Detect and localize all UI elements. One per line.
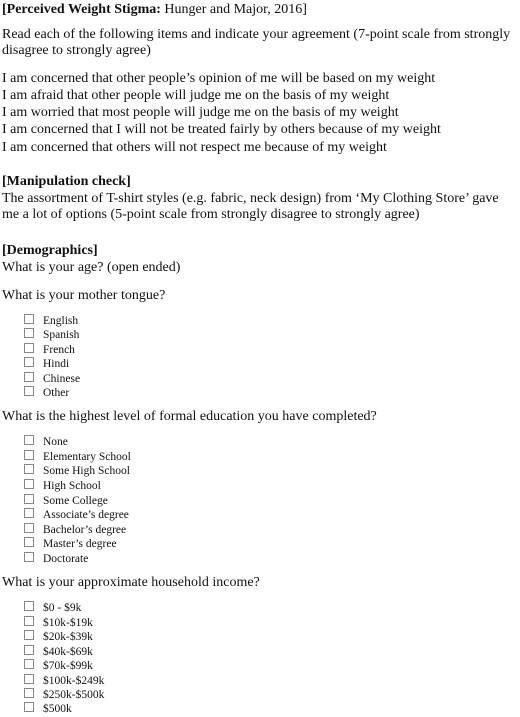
tongue-question: What is your mother tongue? <box>2 288 166 303</box>
education-option[interactable]: Bachelor’s degree <box>24 523 126 537</box>
demographics-heading-text: [Demographics] <box>2 243 98 258</box>
stigma-item: I am afraid that other people will judge me on the basis of my weight <box>2 88 390 103</box>
income-option[interactable]: $10k-$19k <box>24 616 93 630</box>
tongue-option[interactable]: French <box>24 343 75 357</box>
checkbox-icon[interactable] <box>24 479 34 489</box>
checkbox-icon[interactable] <box>24 494 34 504</box>
checkbox-icon[interactable] <box>24 552 34 562</box>
tongue-option[interactable]: English <box>24 314 78 328</box>
demographics-heading <box>2 243 98 259</box>
checkbox-icon[interactable] <box>24 357 34 367</box>
stigma-item: I am concerned that other people’s opinion of me will be based on my weight <box>2 71 436 86</box>
income-option[interactable]: $0 - $9k <box>24 601 81 615</box>
education-option[interactable]: High School <box>24 479 101 493</box>
manipulation-heading-text: [Manipulation check] <box>2 174 131 189</box>
stigma-item: I am concerned that others will not respect me because of my weight <box>2 140 387 155</box>
manipulation-heading <box>2 174 131 190</box>
checkbox-icon[interactable] <box>24 343 34 353</box>
income-option[interactable]: $70k-$99k <box>24 659 93 673</box>
income-option[interactable]: $20k-$39k <box>24 630 93 644</box>
education-option[interactable]: Doctorate <box>24 552 88 566</box>
age-question: What is your age? (open ended) <box>2 260 181 275</box>
checkbox-icon[interactable] <box>24 688 34 698</box>
education-option[interactable]: Some College <box>24 494 108 508</box>
education-question: What is the highest level of formal education you have completed? <box>2 409 377 424</box>
income-option[interactable]: $500k <box>24 702 72 716</box>
income-option[interactable]: $40k-$69k <box>24 645 93 659</box>
education-option[interactable]: Master’s degree <box>24 537 117 551</box>
stigma-item: I am worried that most people will judge me on the basis of my weight <box>2 105 399 120</box>
income-option[interactable]: $100k-$249k <box>24 674 104 688</box>
tongue-option[interactable]: Chinese <box>24 372 80 386</box>
stigma-title <box>2 2 307 18</box>
checkbox-icon[interactable] <box>24 616 34 626</box>
income-option[interactable]: $250k-$500k <box>24 688 104 702</box>
education-option[interactable]: None <box>24 435 68 449</box>
checkbox-icon[interactable] <box>24 372 34 382</box>
checkbox-icon[interactable] <box>24 435 34 445</box>
stigma-item: I am concerned that I will not be treated fairly by others because of my weight <box>2 122 441 137</box>
education-option[interactable]: Elementary School <box>24 450 131 464</box>
tongue-option[interactable]: Spanish <box>24 328 79 342</box>
checkbox-icon[interactable] <box>24 386 34 396</box>
stigma-heading: [Perceived Weight Stigma: <box>2 2 161 17</box>
tongue-option[interactable]: Hindi <box>24 357 69 371</box>
checkbox-icon[interactable] <box>24 659 34 669</box>
checkbox-icon[interactable] <box>24 464 34 474</box>
checkbox-icon[interactable] <box>24 630 34 640</box>
education-option[interactable]: Associate’s degree <box>24 508 129 522</box>
checkbox-icon[interactable] <box>24 314 34 324</box>
checkbox-icon[interactable] <box>24 328 34 338</box>
checkbox-icon[interactable] <box>24 537 34 547</box>
stigma-instruction: Read each of the following items and indicate your agreement (7-point scale from strongly disagree to strongly agree) <box>2 27 511 58</box>
checkbox-icon[interactable] <box>24 508 34 518</box>
checkbox-icon[interactable] <box>24 702 34 712</box>
manipulation-text: The assortment of T-shirt styles (e.g. fabric, neck design) from ‘My Clothing Store’ gave me a lot of options (5-point scale from strongly disagree to strongly agree) <box>2 191 499 222</box>
income-question: What is your approximate household income? <box>2 575 260 590</box>
checkbox-icon[interactable] <box>24 645 34 655</box>
checkbox-icon[interactable] <box>24 523 34 533</box>
tongue-option[interactable]: Other <box>24 386 69 400</box>
education-option[interactable]: Some High School <box>24 464 130 478</box>
checkbox-icon[interactable] <box>24 674 34 684</box>
checkbox-icon[interactable] <box>24 450 34 460</box>
checkbox-icon[interactable] <box>24 601 34 611</box>
stigma-citation: Hunger and Major, 2016] <box>160 2 307 17</box>
